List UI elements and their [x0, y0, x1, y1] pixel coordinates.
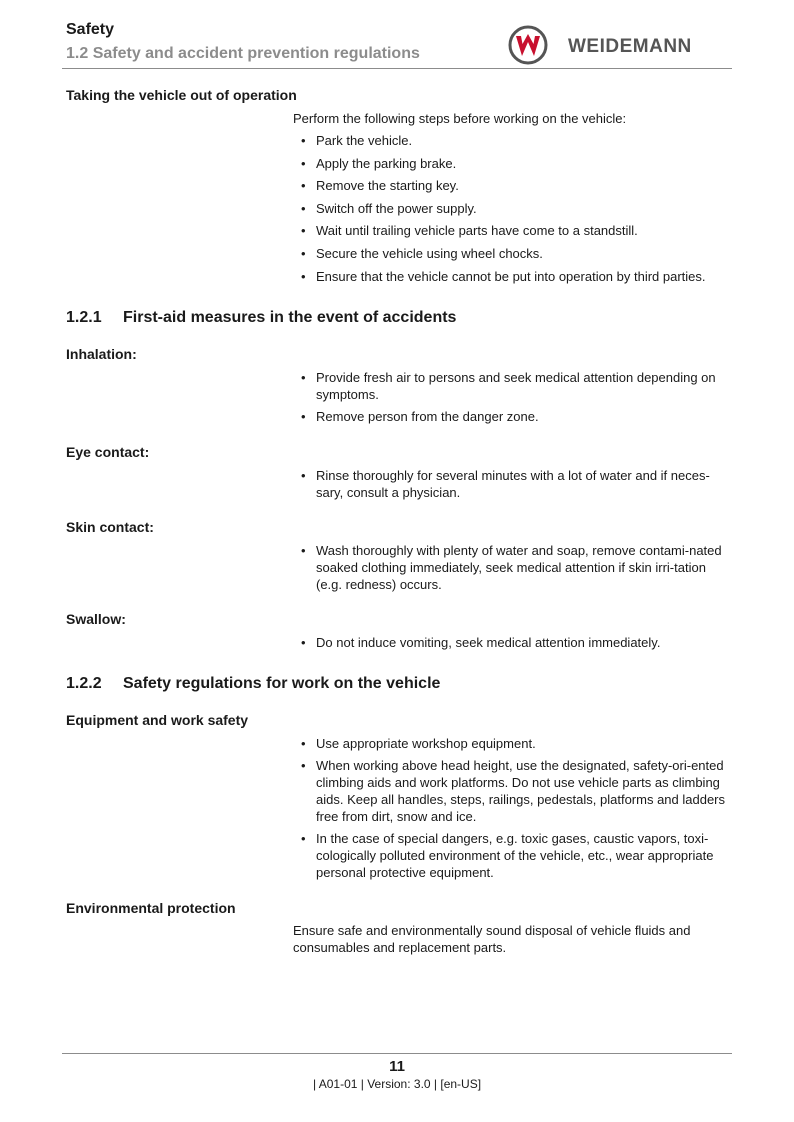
out-of-operation-intro: Perform the following steps before working on the vehicle: [293, 111, 627, 126]
list-item: • When working above head height, use the designated, safety-ori-ented climbing aids and work platforms. Do not use vehicle parts as climbing aids. Keep all handles, steps, railings, pedestals, platforms and ladders free from dirt, snow and ice. [293, 757, 733, 825]
equipment-heading: Equipment and work safety [66, 712, 249, 728]
inhalation-heading: Inhalation: [66, 346, 137, 362]
environment-text: Ensure safe and environmentally sound disposal of vehicle fluids and consumables and replacement parts. [293, 923, 691, 955]
section-number: 1.2.2 [66, 675, 102, 692]
list-item: • Wash thoroughly with plenty of water and soap, remove contami-nated soaked clothing immediately, seek medical attention if skin irri-tation (e.g. redness) occurs. [293, 542, 733, 593]
eye-contact-heading: Eye contact: [66, 444, 150, 460]
out-of-operation-heading: Taking the vehicle out of operation [66, 87, 297, 103]
list-item: • Secure the vehicle using wheel chocks. [293, 245, 733, 262]
section-subtitle: 1.2 Safety and accident prevention regulations [66, 45, 420, 62]
list-item: • Do not induce vomiting, seek medical attention immediately. [293, 634, 733, 651]
eye-contact-list [293, 467, 733, 506]
section-number: 1.2.1 [66, 309, 102, 326]
weidemann-logo-icon [507, 25, 549, 65]
section-title: First-aid measures in the event of accidents [123, 309, 457, 326]
list-item: • Wait until trailing vehicle parts have come to a standstill. [293, 222, 733, 239]
skin-contact-list [293, 542, 733, 598]
section-title: Safety regulations for work on the vehicle [123, 675, 441, 692]
work-safety-heading [66, 675, 440, 693]
list-item: • Provide fresh air to persons and seek medical attention depending on symptoms. [293, 369, 733, 403]
footer-divider [62, 1053, 732, 1054]
out-of-operation-list [293, 132, 733, 290]
inhalation-list [293, 369, 733, 430]
chapter-title: Safety [66, 21, 115, 38]
skin-contact-heading: Skin contact: [66, 519, 154, 535]
weidemann-logo [507, 25, 733, 65]
list-item: • Switch off the power supply. [293, 200, 733, 217]
list-item: • Use appropriate workshop equipment. [293, 735, 733, 752]
swallow-heading: Swallow: [66, 611, 126, 627]
list-item: • Apply the parking brake. [293, 155, 733, 172]
list-item: • Rinse thoroughly for several minutes with a lot of water and if neces-sary, consult a physician. [293, 467, 733, 501]
list-item: • In the case of special dangers, e.g. toxic gases, caustic vapors, toxi-cologically polluted environment of the vehicle, etc., wear appropriate personal protective equipment. [293, 830, 733, 881]
page-number: 11 [389, 1058, 405, 1075]
equipment-list [293, 735, 733, 886]
list-item: • Remove the starting key. [293, 177, 733, 194]
list-item: • Ensure that the vehicle cannot be put into operation by third parties. [293, 268, 733, 285]
list-item: • Remove person from the danger zone. [293, 408, 733, 425]
list-item: • Park the vehicle. [293, 132, 733, 149]
first-aid-heading [66, 309, 456, 327]
environment-heading: Environmental protection [66, 900, 236, 916]
version-info: | A01-01 | Version: 3.0 | [en-US] [312, 1077, 482, 1091]
logo-text: WEIDEMANN [568, 36, 692, 57]
swallow-list [293, 634, 733, 656]
header-divider [62, 68, 732, 69]
